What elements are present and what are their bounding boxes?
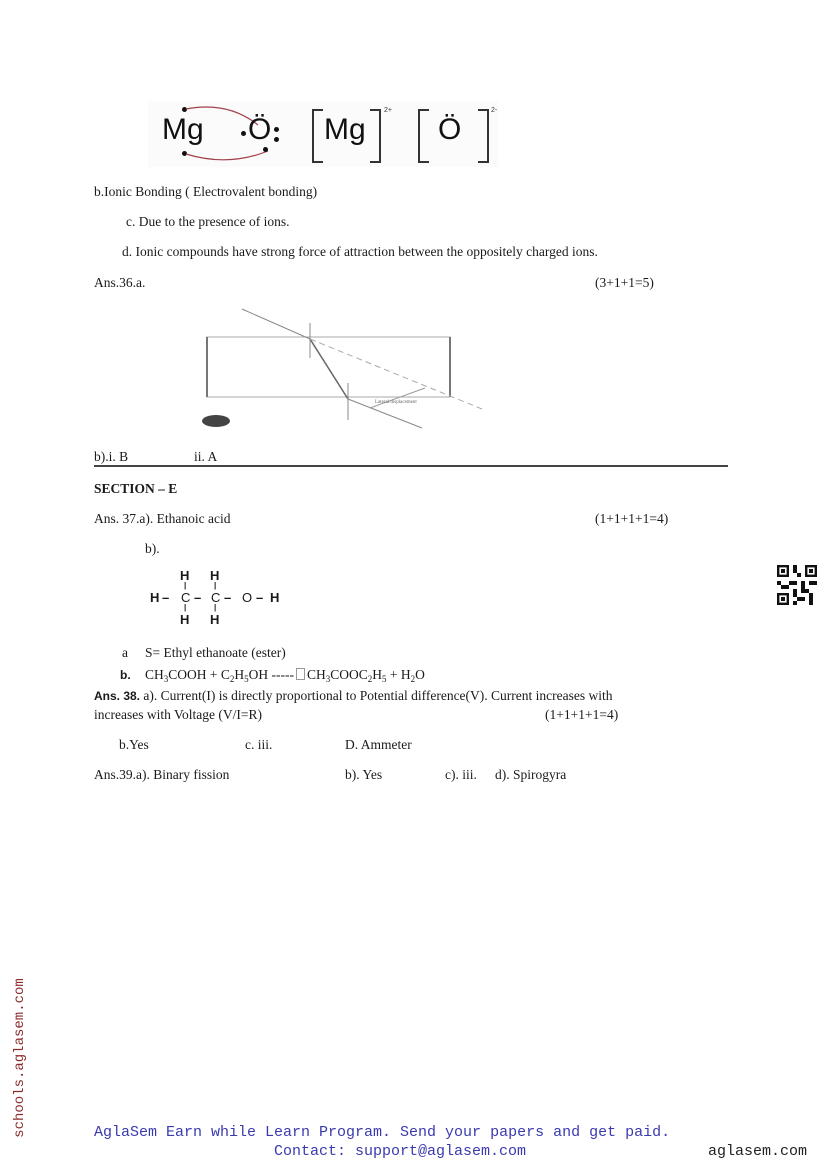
left-bracket <box>418 109 429 163</box>
esterification-equation: $CH_3COOH + C_2H_5OH$ ----- $CH_3COOC_2H_5 + H_2O$ <box>145 667 425 684</box>
ans39-a: Ans.39.a). Binary fission <box>94 767 230 782</box>
ans38-c: c. iii. <box>245 737 273 752</box>
ans36-b-ii: ii. A <box>194 449 218 464</box>
ans37-label: Ans. 37.a). Ethanoic acid <box>94 511 231 526</box>
ans38-marks: (1+1+1+1=4) <box>545 707 619 722</box>
ans35-c: c. Due to the presence of ions. <box>126 214 290 229</box>
ans38-d: D. Ammeter <box>345 737 412 752</box>
footer-promo: AglaSem Earn while Learn Program. Send your papers and get paid. <box>94 1124 671 1141</box>
ans39-b: b). Yes <box>345 767 383 782</box>
qr-code[interactable] <box>777 565 817 605</box>
oxide-charge: 2- <box>491 107 498 114</box>
section-e-heading: SECTION – E <box>94 481 178 496</box>
refraction-diagram-svg <box>200 303 490 433</box>
right-bracket <box>478 109 489 163</box>
electron-dot <box>241 131 246 136</box>
footer-site[interactable]: aglasem.com <box>708 1143 808 1160</box>
electron-dot <box>263 147 268 152</box>
section-divider <box>94 465 728 467</box>
ans35-b: b.Ionic Bonding ( Electrovalent bonding) <box>94 184 318 199</box>
ans37-item-b-marker: b. <box>120 668 131 682</box>
ans38-line1: Ans. 38. a). Current(I) is directly proportional to Potential difference(V). Current increases with <box>94 688 613 703</box>
mg-charge: 2+ <box>384 107 392 114</box>
electron-dot <box>274 137 279 142</box>
ans37-b-label: b). <box>145 541 160 556</box>
side-watermark: schools.aglasem.com <box>12 978 28 1138</box>
svg-text:Lateral displacement: Lateral displacement <box>375 400 417 405</box>
ans36-label: Ans.36.a. <box>94 275 146 290</box>
electron-dot <box>274 127 279 132</box>
arrow-placeholder-icon <box>296 668 305 680</box>
lewis-dot-diagram <box>148 101 498 167</box>
mg-symbol: Mg <box>162 113 204 146</box>
right-bracket <box>370 109 381 163</box>
ans39-d: d). Spirogyra <box>495 767 567 782</box>
ans37-item-a-marker: a <box>122 645 128 660</box>
ans38-line2: increases with Voltage (V/I=R) <box>94 707 262 722</box>
left-bracket <box>312 109 323 163</box>
ans38-b: b.Yes <box>119 737 149 752</box>
glass-slab-refraction-diagram <box>200 303 490 433</box>
ans37-item-a: S= Ethyl ethanoate (ester) <box>145 645 286 660</box>
oxygen-symbol: Ö <box>248 113 272 146</box>
ans37-marks: (1+1+1+1=4) <box>595 511 669 526</box>
ans35-d: d. Ionic compounds have strong force of attraction between the oppositely charged ions. <box>122 244 598 259</box>
qr-code-icon <box>777 565 817 605</box>
footer-contact[interactable]: Contact: support@aglasem.com <box>274 1143 527 1160</box>
ans36-b-i: b).i. B <box>94 449 129 464</box>
ans36-marks: (3+1+1=5) <box>595 275 654 290</box>
mg-ion-symbol: Mg <box>324 113 366 146</box>
oxide-ion-symbol: Ö <box>438 113 462 146</box>
ans39-c: c). iii. <box>445 767 477 782</box>
ethanol-structural-formula: H H H – C – C – O – H | | | | H H <box>150 568 280 627</box>
